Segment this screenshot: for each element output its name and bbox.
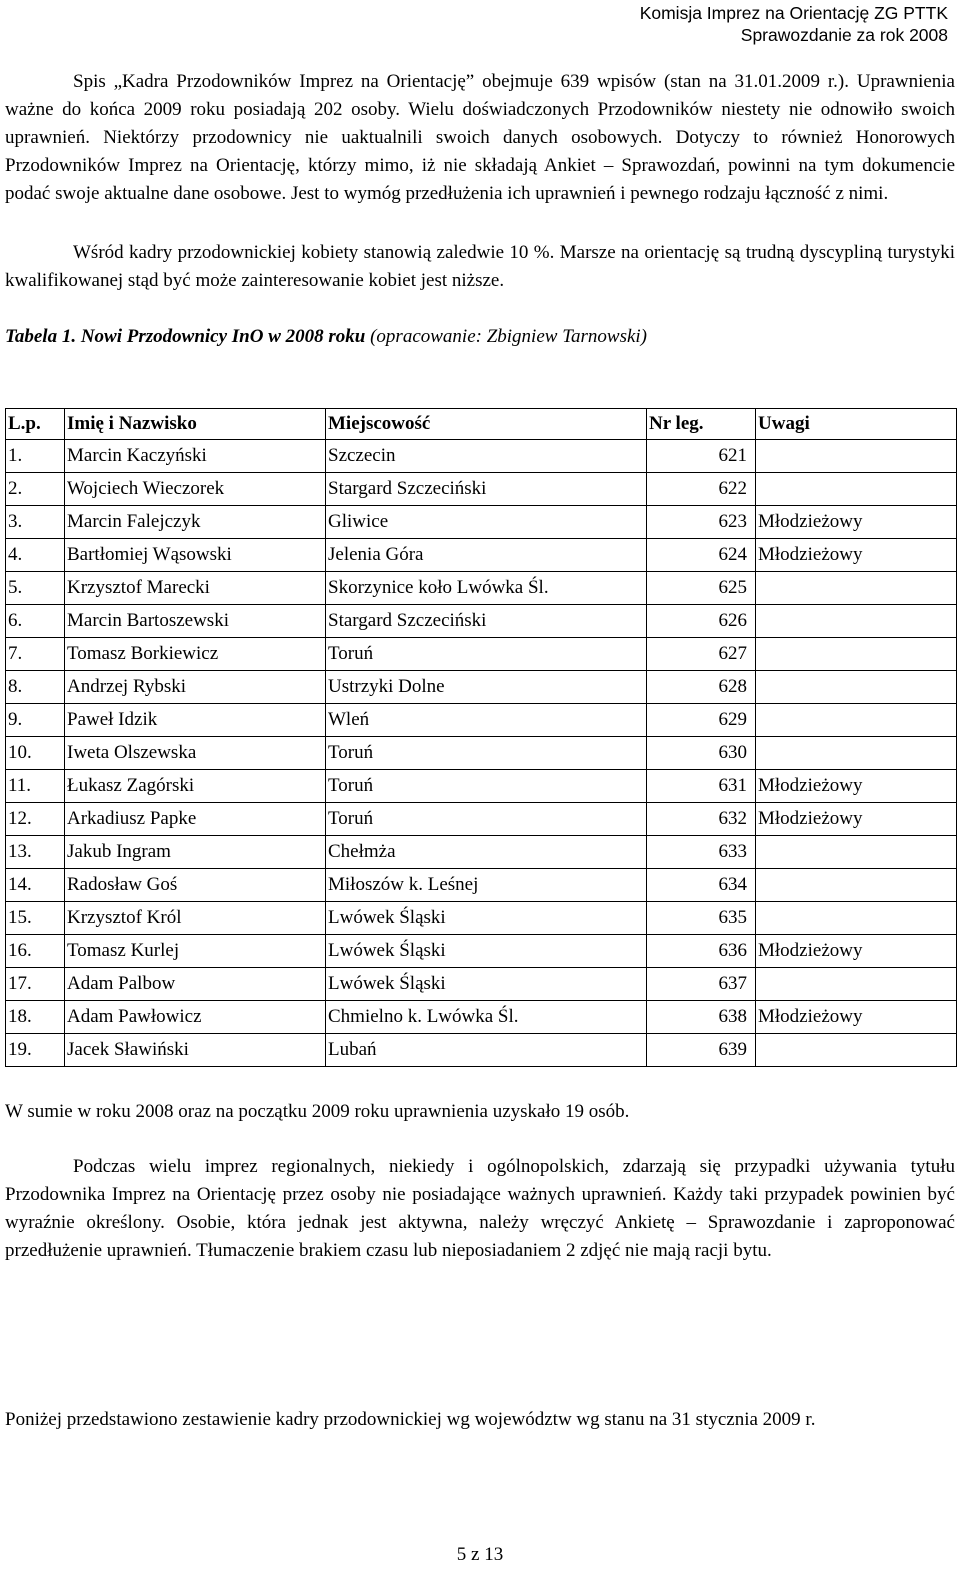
cell-lp: 6. (6, 605, 65, 638)
cell-name: Tomasz Borkiewicz (65, 638, 326, 671)
table-body (6, 440, 957, 1067)
table-row (6, 1001, 957, 1034)
cell-town: Stargard Szczeciński (326, 605, 647, 638)
cell-remarks (756, 638, 957, 671)
cell-remarks: Młodzieżowy (756, 770, 957, 803)
cell-name: Marcin Bartoszewski (65, 605, 326, 638)
cell-id-number: 631 (647, 770, 756, 803)
cell-remarks (756, 968, 957, 1001)
cell-id-number: 624 (647, 539, 756, 572)
col-header-name: Imię i Nazwisko (65, 409, 326, 440)
cell-town: Toruń (326, 737, 647, 770)
cell-lp: 17. (6, 968, 65, 1001)
cell-remarks (756, 605, 957, 638)
table-row (6, 605, 957, 638)
paragraph-summary: W sumie w roku 2008 oraz na początku 2009 roku uprawnienia uzyskało 19 osób. (5, 1101, 630, 1122)
table-row (6, 836, 957, 869)
cell-name: Marcin Kaczyński (65, 440, 326, 473)
cell-name: Wojciech Wieczorek (65, 473, 326, 506)
cell-lp: 4. (6, 539, 65, 572)
cell-id-number: 636 (647, 935, 756, 968)
table-row (6, 737, 957, 770)
table-row (6, 869, 957, 902)
cell-town: Ustrzyki Dolne (326, 671, 647, 704)
col-header-remarks: Uwagi (756, 409, 957, 440)
cell-name: Paweł Idzik (65, 704, 326, 737)
cell-lp: 1. (6, 440, 65, 473)
table-row (6, 968, 957, 1001)
table-row (6, 638, 957, 671)
page-number: 5 z 13 (456, 1544, 504, 1565)
cell-name: Bartłomiej Wąsowski (65, 539, 326, 572)
cell-id-number: 629 (647, 704, 756, 737)
cell-name: Łukasz Zagórski (65, 770, 326, 803)
cell-remarks (756, 704, 957, 737)
table-row (6, 473, 957, 506)
cell-town: Chełmża (326, 836, 647, 869)
table-row (6, 440, 957, 473)
table-caption-note: (opracowanie: Zbigniew Tarnowski) (365, 326, 648, 347)
col-header-id-number: Nr leg. (647, 409, 756, 440)
cell-lp: 16. (6, 935, 65, 968)
cell-remarks (756, 473, 957, 506)
cell-remarks: Młodzieżowy (756, 539, 957, 572)
cell-name: Arkadiusz Papke (65, 803, 326, 836)
cell-lp: 12. (6, 803, 65, 836)
cell-id-number: 626 (647, 605, 756, 638)
cell-town: Lwówek Śląski (326, 935, 647, 968)
cell-remarks: Młodzieżowy (756, 803, 957, 836)
cell-remarks: Młodzieżowy (756, 1001, 957, 1034)
paragraph-misuse: Podczas wielu imprez regionalnych, niekiedy i ogólnopolskich, zdarzają się przypadki używania tytułu Przodownika Imprez na Orientację przez osoby nie posiadające ważnych uprawnień. Każdy taki przypadek powinien być wyraźnie określony. Osobie, która jednak jest aktywna, należy wręczyć Ankietę – Sprawozdanie i zaproponować przedłużenie uprawnień. Tłumaczenie brakiem czasu lub nieposiadaniem 2 zdjęć nie mają racji bytu. (5, 1156, 955, 1261)
cell-id-number: 623 (647, 506, 756, 539)
cell-id-number: 639 (647, 1034, 756, 1067)
table-row (6, 770, 957, 803)
cell-town: Stargard Szczeciński (326, 473, 647, 506)
cell-name: Jakub Ingram (65, 836, 326, 869)
cell-town: Lwówek Śląski (326, 968, 647, 1001)
cell-id-number: 621 (647, 440, 756, 473)
page-header (640, 2, 948, 46)
new-guides-table (5, 408, 957, 1067)
cell-id-number: 625 (647, 572, 756, 605)
table-caption-title: Tabela 1. Nowi Przodownicy InO w 2008 roku (5, 326, 366, 347)
cell-id-number: 622 (647, 473, 756, 506)
cell-id-number: 627 (647, 638, 756, 671)
cell-name: Adam Pawłowicz (65, 1001, 326, 1034)
paragraph-women-share: Wśród kadry przodownickiej kobiety stanowią zaledwie 10 %. Marsze na orientację są trudną dyscypliną turystyki kwalifikowanej stąd być może zainteresowanie kobiet jest niższe. (5, 242, 955, 291)
cell-id-number: 632 (647, 803, 756, 836)
cell-town: Toruń (326, 770, 647, 803)
cell-remarks (756, 1034, 957, 1067)
cell-lp: 18. (6, 1001, 65, 1034)
cell-lp: 13. (6, 836, 65, 869)
cell-lp: 5. (6, 572, 65, 605)
table-row (6, 803, 957, 836)
table-caption (5, 323, 647, 351)
table-row (6, 572, 957, 605)
cell-town: Szczecin (326, 440, 647, 473)
cell-remarks (756, 440, 957, 473)
cell-lp: 8. (6, 671, 65, 704)
cell-lp: 2. (6, 473, 65, 506)
cell-name: Krzysztof Król (65, 902, 326, 935)
table-row (6, 671, 957, 704)
cell-remarks: Młodzieżowy (756, 935, 957, 968)
cell-lp: 15. (6, 902, 65, 935)
table-row (6, 935, 957, 968)
cell-name: Jacek Sławiński (65, 1034, 326, 1067)
cell-name: Radosław Goś (65, 869, 326, 902)
cell-lp: 14. (6, 869, 65, 902)
cell-lp: 19. (6, 1034, 65, 1067)
cell-town: Lwówek Śląski (326, 902, 647, 935)
cell-lp: 10. (6, 737, 65, 770)
cell-id-number: 634 (647, 869, 756, 902)
col-header-lp: L.p. (6, 409, 65, 440)
table-row (6, 1034, 957, 1067)
cell-name: Krzysztof Marecki (65, 572, 326, 605)
cell-name: Marcin Falejczyk (65, 506, 326, 539)
header-organization: Komisja Imprez na Orientację ZG PTTK (639, 3, 948, 23)
cell-remarks: Młodzieżowy (756, 506, 957, 539)
paragraph-staff-list: Spis „Kadra Przodowników Imprez na Orientację” obejmuje 639 wpisów (stan na 31.01.2009 r.). Uprawnienia ważne do końca 2009 roku posiadają 202 osoby. Wielu doświadczonych Przodowników niestety nie odnowiło swoich uprawnień. Niektórzy przodownicy nie uaktualnili swoich danych osobowych. Dotyczy to również Honorowych Przodowników Imprez na Orientację, którzy mimo, iż nie składają Ankiet – Sprawozdań, powinni na tym dokumencie podać swoje aktualne dane osobowe. Jest to wymóg przedłużenia ich uprawnień i pewnego rodzaju łączność z nimi. (5, 71, 955, 204)
cell-town: Jelenia Góra (326, 539, 647, 572)
cell-id-number: 633 (647, 836, 756, 869)
table-row (6, 902, 957, 935)
cell-remarks (756, 572, 957, 605)
cell-lp: 9. (6, 704, 65, 737)
cell-town: Miłoszów k. Leśnej (326, 869, 647, 902)
cell-remarks (756, 737, 957, 770)
cell-id-number: 637 (647, 968, 756, 1001)
cell-name: Andrzej Rybski (65, 671, 326, 704)
cell-lp: 11. (6, 770, 65, 803)
cell-name: Adam Palbow (65, 968, 326, 1001)
cell-id-number: 635 (647, 902, 756, 935)
cell-town: Wleń (326, 704, 647, 737)
cell-remarks (756, 671, 957, 704)
paragraph-next-section: Poniżej przedstawiono zestawienie kadry przodownickiej wg województw wg stanu na 31 stycznia 2009 r. (5, 1409, 816, 1430)
table-row (6, 704, 957, 737)
cell-town: Lubań (326, 1034, 647, 1067)
cell-remarks (756, 836, 957, 869)
cell-lp: 3. (6, 506, 65, 539)
cell-id-number: 630 (647, 737, 756, 770)
cell-town: Gliwice (326, 506, 647, 539)
cell-id-number: 628 (647, 671, 756, 704)
cell-name: Tomasz Kurlej (65, 935, 326, 968)
cell-town: Skorzynice koło Lwówka Śl. (326, 572, 647, 605)
cell-town: Toruń (326, 638, 647, 671)
cell-lp: 7. (6, 638, 65, 671)
cell-town: Toruń (326, 803, 647, 836)
cell-town: Chmielno k. Lwówka Śl. (326, 1001, 647, 1034)
col-header-town: Miejscowość (326, 409, 647, 440)
cell-remarks (756, 902, 957, 935)
cell-id-number: 638 (647, 1001, 756, 1034)
table-row (6, 506, 957, 539)
cell-remarks (756, 869, 957, 902)
table-row (6, 539, 957, 572)
header-report-title: Sprawozdanie za rok 2008 (740, 25, 948, 45)
table-header-row (6, 409, 957, 440)
cell-name: Iweta Olszewska (65, 737, 326, 770)
